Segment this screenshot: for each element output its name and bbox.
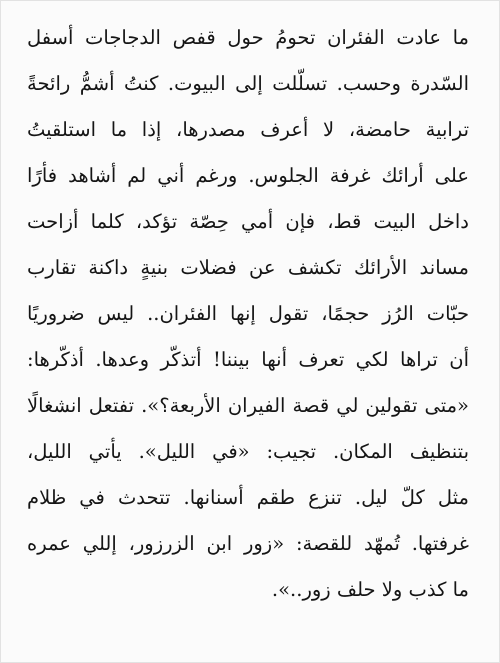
paragraph [27, 15, 469, 613]
text-line: ما عادت الفئران تحومُ حول قفص الدجاجات أسفل [27, 26, 469, 49]
text-line: السّدرة وحسب. تسلّلت إلى البيوت. كنتُ أشمُّ رائحةً [27, 72, 469, 95]
text-line: على أرائك غرفة الجلوس. ورغم أني لم أشاهد فأرًا [27, 164, 469, 187]
text-line: حبّات الرُز حجمًا، تقول إنها الفئران.. ليس ضروريًا [27, 302, 469, 325]
text-line: «متى تقولين لي قصة الفيران الأربعة؟». تفتعل انشغالًا [27, 394, 469, 417]
text-line: أن تراها لكي تعرف أنها بيننا! أتذكّر وعدها. أذكّرها: [27, 348, 469, 371]
text-line: غرفتها. تُمهّد للقصة: «زور ابن الزرزور، إللي عمره [27, 532, 469, 555]
text-line: مثل كلّ ليل. تنزع طقم أسنانها. تتحدث في ظلام [27, 486, 469, 509]
text-line: داخل البيت قط، فإن أمي حِصّة تؤكد، كلما أزاحت [27, 210, 469, 233]
text-line: ترابية حامضة، لا أعرف مصدرها، إذا ما استلقيتُ [27, 118, 469, 141]
text-line: بتنظيف المكان. تجيب: «في الليل». يأتي الليل، [27, 440, 469, 463]
text-line: مساند الأرائك تكشف عن فضلات بنيةٍ داكنة تقارب [27, 256, 469, 279]
text-line: ما كذب ولا حلف زور..». [271, 578, 469, 601]
